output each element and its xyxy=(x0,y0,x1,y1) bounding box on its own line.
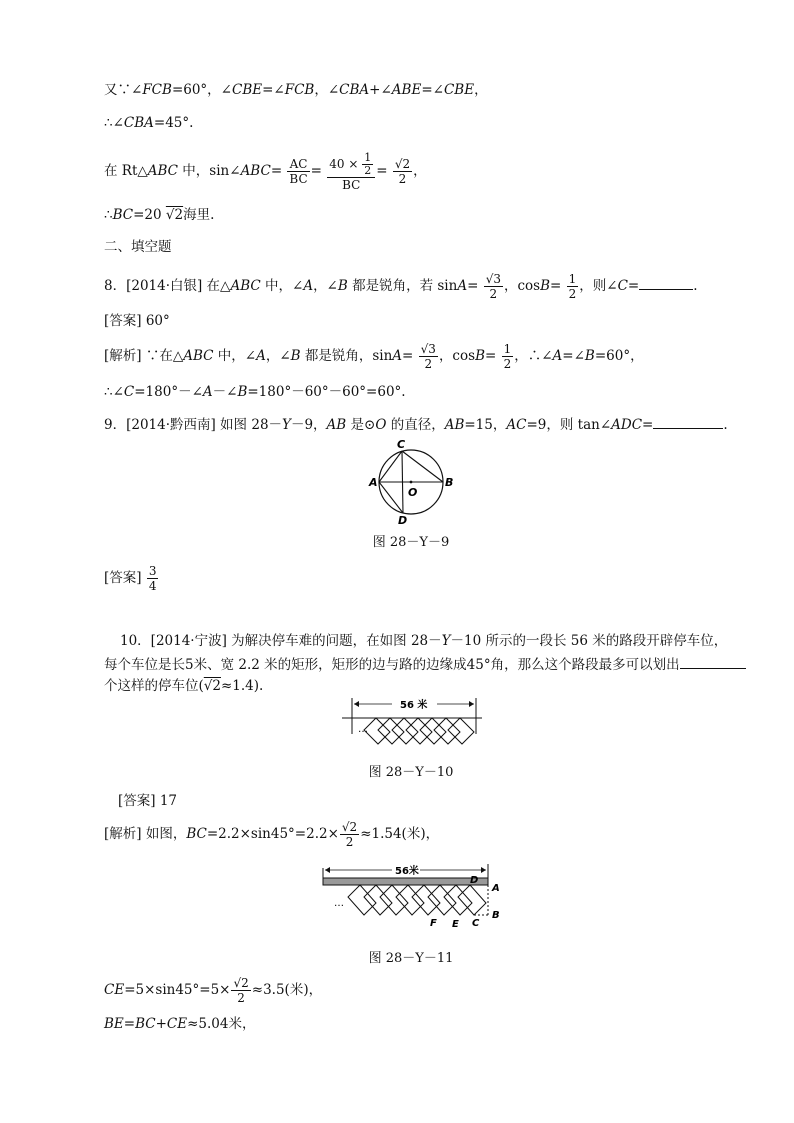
figure-10-parking-diagram xyxy=(342,694,482,754)
answer-10: [答案] 17 xyxy=(118,793,178,809)
answer-blank-8 xyxy=(639,289,693,290)
answer-blank-10 xyxy=(680,668,746,669)
figure-11-parking-diagram xyxy=(320,860,510,938)
section-title: 二、填空题 xyxy=(104,239,172,255)
answer-8: [答案] 60° xyxy=(104,313,170,329)
explanation-10-line-2: CE=5×sin45°=5× $\frac{√2}{2}$ ≈3.5(米)， xyxy=(104,976,323,1005)
question-10-line-3: 个这样的停车位(√2≈1.4). xyxy=(104,678,264,694)
label-o: O xyxy=(408,486,418,499)
label-d: D xyxy=(398,514,408,526)
explanation-8-line-1: [解析] ∵在△ABC 中，∠A，∠B 都是锐角，sinA= $\frac{√3}{2}$ ，cosB= $\frac{1}{2}$ ，∴∠A=∠B=60°， xyxy=(104,342,644,371)
solution-line-1: 又∵∠FCB=60°，∠CBE=∠FCB，∠CBA+∠ABE=∠CBE， xyxy=(104,82,488,98)
fraction-ac-bc: $\frac{AC}{BC}$ xyxy=(289,157,308,186)
question-10-line-1: 10．[2014·宁波] 为解决停车难的问题，在如图 28－Y－10 所示的一段长 56 米的路段开辟停车位， xyxy=(120,633,728,649)
figure-11-caption: 图 28－Y－11 xyxy=(368,951,454,966)
label-c: C xyxy=(397,438,406,451)
fig11-dots: … xyxy=(334,898,344,909)
explanation-8-line-2: ∴∠C=180°－∠A－∠B=180°－60°－60°=60°. xyxy=(104,384,406,400)
fraction-root2-2: $\frac{√2}{2}$ xyxy=(394,157,411,186)
figure-9-caption: 图 28－Y－9 xyxy=(372,535,450,550)
label-a: A xyxy=(492,883,500,894)
fig11-length-label: 56米 xyxy=(395,866,419,877)
label-a: A xyxy=(369,476,378,489)
answer-9: [答案] $\frac{3}{4}$ xyxy=(104,564,157,593)
question-9: 9．[2014·黔西南] 如图 28－Y－9，AB 是⊙O 的直径，AB=15，AC=9，则 tan∠ADC= . xyxy=(104,417,728,433)
question-10-line-2: 每个车位是长5米、宽 2.2 米的矩形，矩形的边与路的边缘成45°角，那么这个路段最多可以划出 xyxy=(104,655,746,675)
answer-blank-9 xyxy=(653,428,723,429)
label-e: E xyxy=(452,919,459,930)
label-c: C xyxy=(472,918,480,929)
fig10-length-label: 56 米 xyxy=(400,700,428,711)
label-b: B xyxy=(445,476,454,489)
figure-10-caption: 图 28－Y－10 xyxy=(368,765,454,780)
solution-line-2: ∴∠CBA=45°. xyxy=(104,115,194,131)
label-b: B xyxy=(492,910,500,921)
solution-line-3: 在 Rt△ABC 中，sin∠ABC= $\frac{AC}{BC}$ = 40 × $\frac{1}{2}$ BC = $\frac{√2}{2}$ ， xyxy=(104,150,427,192)
explanation-10-line-1: [解析] 如图，BC=2.2×sin45°=2.2× $\frac{√2}{2}$ ≈1.54(米)， xyxy=(104,820,440,849)
explanation-10-line-3: BE=BC+CE≈5.04米， xyxy=(104,1016,256,1032)
solution-line-4: ∴BC=20 √2海里. xyxy=(104,207,215,223)
figure-9-circle-diagram xyxy=(364,438,460,526)
label-f: F xyxy=(430,918,437,929)
fig10-dots: … xyxy=(358,724,368,735)
question-8: 8．[2014·白银] 在△ABC 中，∠A，∠B 都是锐角，若 sinA= $\frac{√3}{2}$ ，cosB= $\frac{1}{2}$ ，则∠C= . xyxy=(104,272,698,301)
label-d: D xyxy=(470,875,479,886)
fraction-40-half-bc: 40 × $\frac{1}{2}$ BC xyxy=(327,152,375,192)
